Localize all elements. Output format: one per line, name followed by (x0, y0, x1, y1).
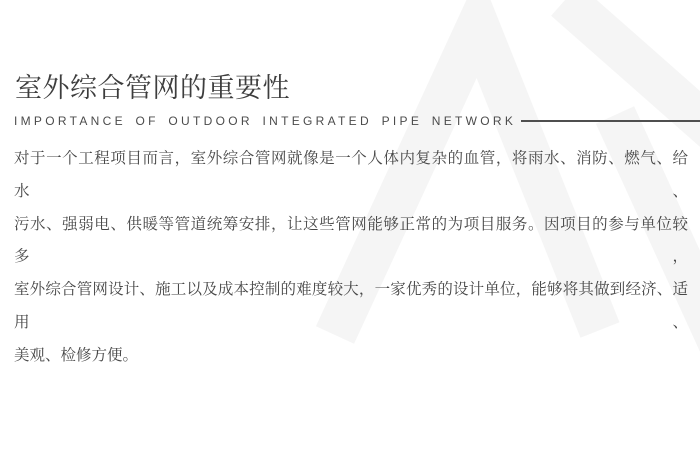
body-line: 室外综合管网设计、施工以及成本控制的难度较大，一家优秀的设计单位，能够将其做到经济、适用、 (14, 281, 688, 331)
body-line: 对于一个工程项目而言，室外综合管网就像是一个人体内复杂的血管，将雨水、消防、燃气、给水、 (14, 150, 688, 200)
page-subtitle: IMPORTANCE OF OUTDOOR INTEGRATED PIPE NETWORK (14, 114, 517, 128)
subtitle-row (14, 112, 700, 130)
subtitle-divider-line (521, 120, 700, 122)
page-title: 室外综合管网的重要性 (15, 73, 290, 103)
body-paragraph (14, 143, 688, 373)
body-line: 污水、强弱电、供暖等管道统筹安排，让这些管网能够正常的为项目服务。因项目的参与单位较多， (14, 215, 688, 266)
body-line: 美观、检修方便。 (14, 346, 139, 364)
